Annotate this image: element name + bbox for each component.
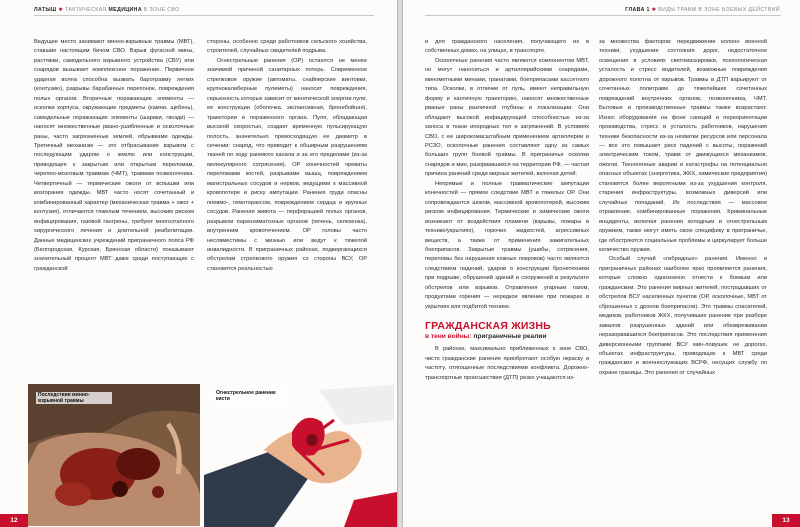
book-title: ЛАТЫШ (34, 7, 57, 13)
header-mark-icon: ✱ (58, 7, 64, 13)
header-mark-icon: ✱ (651, 7, 657, 13)
right-column-2 (599, 38, 767, 522)
header-rule (425, 15, 781, 16)
left-column-1 (34, 38, 194, 378)
left-running-header (34, 7, 180, 13)
section-subtitle-b: приграничные реалии (473, 333, 547, 341)
body-paragraph: Осколочные ранения часто являются компонентом МВТ, но могут наноситься и артиллерийскими снарядами, минометными минами, гранатами, боеприпасами кассетного типа. Осколки, в отличие от пуль, имеют неправильную форму и хаотичную траекторию, наносят множественные рваные раны различной глубины и локализации. Они обладают высокой инфицирующей способностью из-за заноса в ткани инородных тел и загрязнений. В условиях СВО, с ее широкомасштабным применением артиллерии и РСЗО, осколочные ранения составляют одну из самых больших групп боевой травмы. В приграничье осколки снарядов и мин, разорвавшихся на территории РФ, — частая причина ранений среди мирных жителей, включая детей. (425, 57, 589, 178)
section-subtitle-a: в тени войны: (425, 333, 472, 341)
header-title-c: В ЗОНЕ СВО (143, 7, 180, 13)
page-number-right: 13 (772, 514, 800, 527)
left-column-2 (207, 38, 367, 360)
header-title-b: МЕДИЦИНА (108, 7, 142, 13)
body-paragraph: стороны, особенно среди работников сельского хозяйства, строителей, случайных свидетелей подрыва. (207, 39, 367, 55)
body-paragraph: Огнестрельные ранения (ОР) остаются не менее значимой причиной санитарных потерь. Современное стрелковое оружие (автоматы, снайперские винтовки, крупнокалиберные пулеметы) наносит повреждения, серьезность которых зависит от кинетической энергии пули, ее конструкции (оболочка, экспансивная, бронебойная), траектории и пораженного органа. Пуля, обладающая высокой скоростью, создает временную пульсирующую полость, значительно превосходящую ее диаметр в сечении: снаряд, что приводит к обширным разрушениям тканей по ходу раневого канала и за его пределами (из-за молекулярного сотрясения). ОР конечностей чреваты переломами костей, разрывами мышц, повреждением магистральных сосудов и нервов, ведущими к массивной кровопотере и риску ампутации. Ранения груди опасны пневмо-, гемотораксом, повреждением сердца и крупных сосудов. Ранения живота — перфорацией полых органов, разрывом паренхиматозных органов (печень, селезенка), внутренним кровотечением. ОР головы часто несовместимы с жизнью или ведут к тяжелой инвалидности. В приграничных районах, подвергающихся обстрелам стрелкового оружия со стороны ВСУ, ОР становятся реальностью (207, 57, 367, 272)
page-number-left: 12 (0, 514, 28, 527)
left-page (0, 0, 397, 527)
chapter-label: ГЛАВА 1 (625, 7, 650, 13)
body-paragraph: Ведущее место занимают минно-взрывные травмы (МВТ), ставшие настоящим бичом СВО. Взрыв фугасной мины, растяжки, самодельного взрывного устройства (СВУ) или снарядов вызывает комплексное поражение. Первичное ударная волна способна вызвать баротравму легких (контузию), разрывы барабанных перепонок, повреждения полых органов. Вторичные поражающие элементы — осколки корпуса, окружающие предметы (камни, щебень), самодельные поражающие элементы (шарики, гвозди) — наносят множественные рвано-ушибленные и осколочные раны, часто загрязненные землей, обрывками одежды. Третичный механизм — это отбрасывание взрывом с последующим ударом о землю или конструкции, приводящее к закрытым или открытым переломам, черепно-мозговым травмам (ЧМТ), травмам позвоночника. Четвертичный — термические ожоги от вспышки или возгорания одежды. МВТ часто носят сочетанный и комбинированный характер (механическая травма + ожог + контузия), отличаются тяжелым течением, высоким риском инфицирования, газовой гангрены, требуют многоэтапного хирургического лечения и длительной реабилитации. Данные медицинских учреждений приграничного пояса РФ (Белгородская, Курская, Брянская области) показывают значительный процент МВТ даже среди поступающих с гражданской (34, 39, 194, 272)
wound-photo-figure (28, 384, 200, 526)
header-title-a: ТАКТИЧЕСКАЯ (65, 7, 107, 13)
figure-caption-mvt: Последствия минно-взрывной травмы (36, 392, 112, 404)
wound-photo (28, 384, 200, 526)
hand-illustration (204, 380, 397, 527)
body-paragraph: Особый случай «гибридные» ранения. Именно в приграничных районах наиболее ярко проявляется ранения, которые сложно однозначно отнести к боевым или гражданским. Это ранения мирных жителей, пострадавших от обстрелов ВСУ населенных пунктов (ОР, осколочные, МВТ от сброшенных с дронов боеприпасов). Это травмы спасателей, медиков, работников ЖКХ, получивших ранение при разборе завалов разрушенных зданий или обезвреживании неразорвавшихся боеприпасов. Это последствия применения диверсионными группами ВСУ мин-ловушек не дорогах, объектах инфраструктуры, приводящих к МВТ среди гражданских и военнослужащих ВСРФ, несущих службу по охране границы. Это ранения от случайных (599, 256, 767, 376)
right-page (403, 0, 800, 527)
body-paragraph: за множества факторов: передвижение колонн военной техники, ухудшение состояния дорог, недостаточное освещение в условиях светомаскировки, психологическая усталость и стресс водителей, возможные повреждения дорожного полотна от взрывов. Травмы в ДТП варьируют от сочетанных политравм до тяжелейших сочетанных повреждений внутренних органов, позвоночника, ЧМТ. Бытовые и производственные травмы также возрастают. Износ оборудования на фоне санкций и переориентации производства, стресс и усталость работников, нарушения техники безопасности из-за нехватки ресурсов или персонала — все это повышает риск падений с высоты, поражений электрическим током, травм от движущихся механизмов, ожогов. Техногенные аварии и катастрофы на потенциально опасных объектах (энергетика, ЖКХ, химические предприятия) становятся более вероятными из-за ухудшения контроля, старения инфраструктуры, возможных диверсий или случайных попаданий. Их последствия — массовое отравление, комбинированные поражения. Криминальные инциденты, включая ранения холодным и огнестрельным оружием, также могут иметь свою специфику в приграничье, где обостряются социальные проблемы и циркулирует больше количество оружия. (599, 39, 767, 253)
body-paragraph: Непрямые и полные травматические ампутации конечностей — прямое следствие МВТ и тяжелых ОР. Они сопровождаются шоком, массивной кровопотерей, высоким риском инфицирования. Термические и химические ожоги возникают от воздействия пламени (взрывы, пожары в технике/укрытиях), горючих жидкостей, агрессивных веществ, а также от применения зажигательных боеприпасов. Закрытые травмы (ушибы, сотрясения, переломы без нарушения кожных покровов) часто являются следствием падений, ударов о конструкции бронетехники при подрыве, обрушений зданий и сооружений в результате обстрелов или взрывов. Отравления угарным газом, продуктами горения — нередкое явление при пожарах в укрытиях или подбитой технике. (425, 180, 589, 310)
section-heading-block (425, 320, 589, 341)
figure-caption-hand: Огнестрельное ранение кисти (214, 390, 288, 402)
section-subtitle (425, 333, 589, 341)
body-paragraph: и для гражданского населения, получающего их в собственных домах, на улицах, в транспорте. (425, 39, 589, 55)
section-title: ГРАЖДАНСКАЯ ЖИЗНЬ (425, 320, 551, 333)
right-running-header (625, 7, 780, 13)
right-column-1 (425, 38, 589, 522)
chapter-title: ВИДЫ ТРАВМ В ЗОНЕ БОЕВЫХ ДЕЙСТВИЙ (658, 7, 780, 13)
header-rule (34, 15, 374, 16)
body-paragraph: В районах, максимально приближенных к зоне СВО, чисто гражданские ранения приобретают особую окраску и частоту, отягощенные последствиями конфликта. Дорожно-транспортные происшествия (ДТП) резко учащаются из- (425, 346, 589, 381)
hand-illustration-figure (204, 380, 397, 527)
